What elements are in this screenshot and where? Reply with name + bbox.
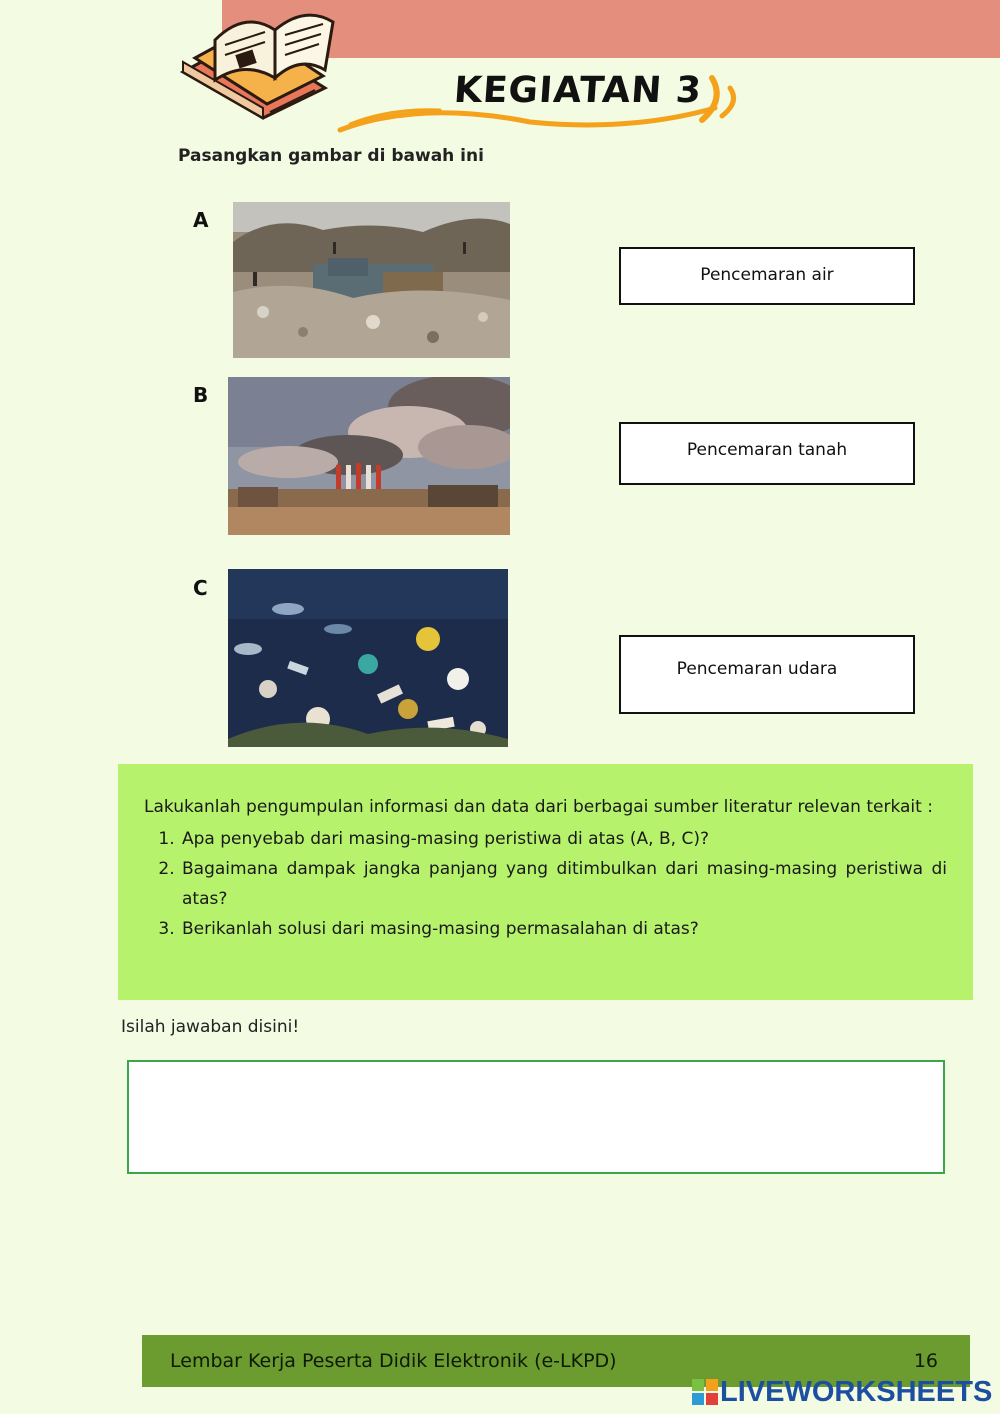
polluted-water-photo[interactable]: [228, 569, 508, 747]
answer-box-udara[interactable]: [619, 635, 915, 714]
factory-smoke-photo[interactable]: [228, 377, 510, 535]
title-area: [330, 60, 750, 140]
answer-box-tanah[interactable]: [619, 422, 915, 485]
task-panel: [118, 764, 973, 1000]
open-book-icon: [175, 0, 340, 120]
item-letter-b: B: [193, 383, 209, 407]
question-list: [144, 824, 947, 944]
question-item: 2. Bagaimana dampak jangka panjang yang ditimbulkan dari masing-masing peristiwa di atas?: [180, 854, 947, 914]
answer-area-label: Isilah jawaban disini!: [121, 1017, 300, 1037]
item-letter-c: C: [193, 576, 208, 600]
question-item: 1. Apa penyebab dari masing-masing peristiwa di atas (A, B, C)?: [180, 824, 947, 854]
page-title: KEGIATAN 3: [452, 70, 704, 111]
question-item: 3. Berikanlah solusi dari masing-masing permasalahan di atas?: [180, 914, 947, 944]
liveworksheets-watermark[interactable]: [692, 1374, 992, 1410]
watermark-text: LIVEWORKSHEETS: [720, 1375, 993, 1408]
answer-label-tanah: Pencemaran tanah: [686, 440, 848, 460]
footer-text: Lembar Kerja Peserta Didik Elektronik (e-LKPD): [170, 1350, 617, 1372]
item-letter-a: A: [193, 208, 209, 232]
answer-label-air: Pencemaran air: [700, 265, 834, 285]
answer-input-box[interactable]: [127, 1060, 945, 1174]
page-number: 16: [913, 1350, 938, 1372]
answer-box-air[interactable]: [619, 247, 915, 305]
landfill-photo[interactable]: [233, 202, 510, 358]
task-intro: Lakukanlah pengumpulan informasi dan data dari berbagai sumber literatur relevan terkait :: [144, 797, 933, 817]
answer-label-udara: Pencemaran udara: [676, 659, 838, 679]
liveworksheets-logo-icon: [692, 1379, 718, 1405]
instruction-text: Pasangkan gambar di bawah ini: [178, 146, 484, 166]
